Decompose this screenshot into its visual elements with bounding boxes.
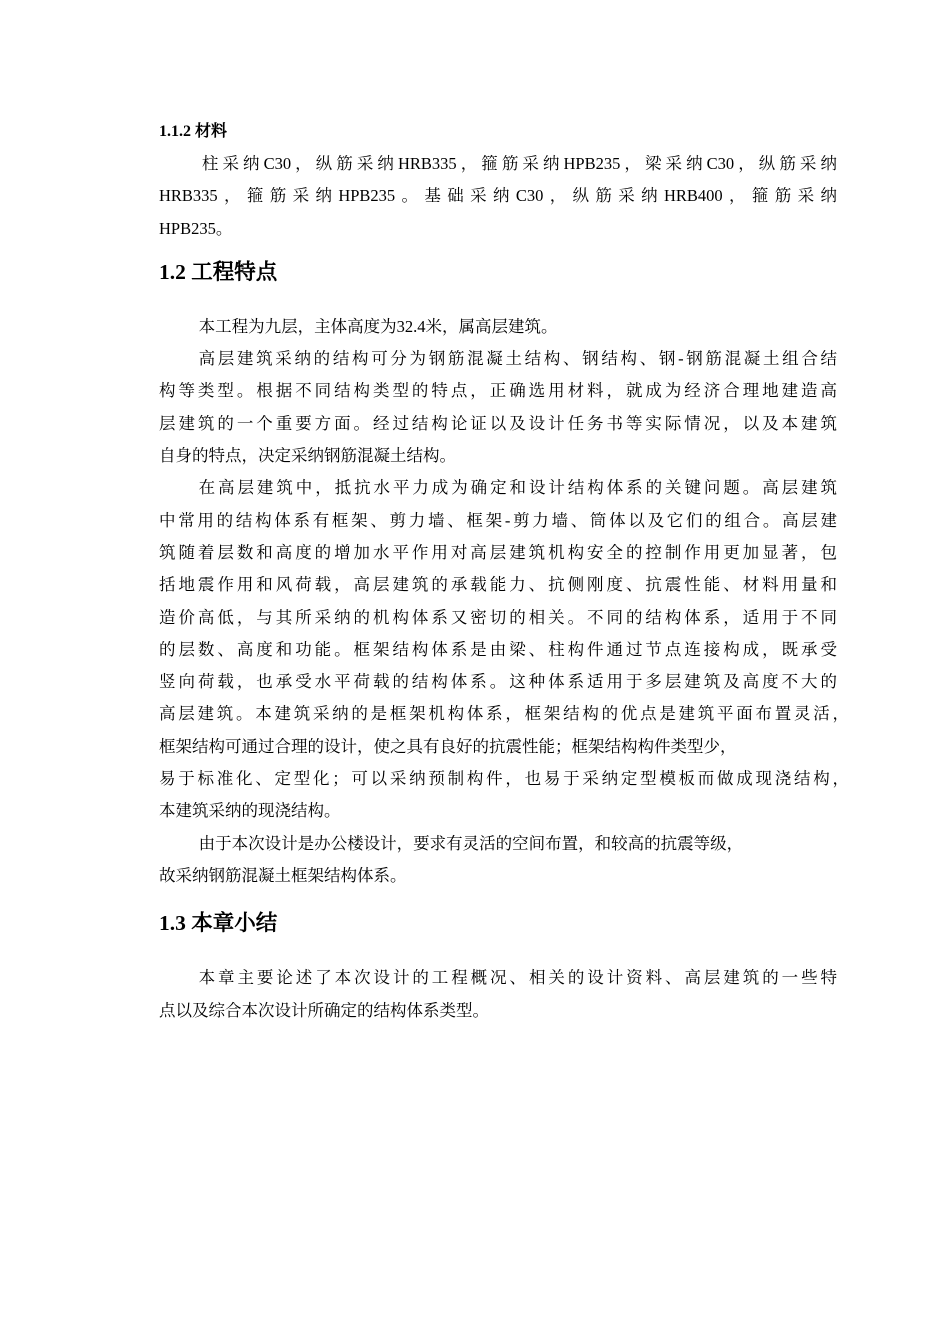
paragraph-line: 在高层建筑中，抵抗水平力成为确定和设计结构体系的关键问题。高层建筑 xyxy=(198,478,837,498)
section-1-2-body xyxy=(159,311,849,892)
paragraph-line: 本建筑采纳的现浇结构。 xyxy=(159,801,341,821)
paragraph-line: 中常用的结构体系有框架、剪力墙、框架-剪力墙、筒体以及它们的组合。高层建 xyxy=(159,510,837,530)
paragraph-1-3 xyxy=(159,962,837,1027)
paragraph-line: 故采纳钢筋混凝土框架结构体系。 xyxy=(159,865,407,885)
paragraph-line: 本章主要论述了本次设计的工程概况、相关的设计资料、高层建筑的一些特 xyxy=(198,968,837,988)
paragraph-line: 造价高低，与其所采纳的机构体系又密切的相关。不同的结构体系，适用于不同 xyxy=(159,607,837,627)
paragraph-line: 易于标准化、定型化；可以采纳预制构件，也易于采纳定型模板而做成现浇结构， xyxy=(159,769,849,789)
paragraph-1-2-1 xyxy=(159,311,837,343)
paragraph-line: 本工程为九层，主体高度为32.4米，属高层建筑。 xyxy=(198,316,558,336)
paragraph-line: 自身的特点，决定采纳钢筋混凝土结构。 xyxy=(159,446,456,466)
paragraph-line: 括地震作用和风荷载，高层建筑的承载能力、抗侧刚度、抗震性能、材料用量和 xyxy=(159,575,837,595)
paragraph-line: 高层建筑采纳的结构可分为钢筋混凝土结构、钢结构、钢-钢筋混凝土组合结 xyxy=(198,349,837,369)
section-heading-1-2: 1.2 工程特点 xyxy=(159,259,278,284)
paragraph-line: 层建筑的一个重要方面。经过结构论证以及设计任务书等实际情况，以及本建筑 xyxy=(159,413,837,433)
document-page xyxy=(159,118,849,1027)
materials-line-1: 柱采纳C30，纵筋采纳HRB335，箍筋采纳HPB235，梁采纳C30，纵筋采纳 xyxy=(201,154,837,173)
paragraph-line: 的层数、高度和功能。框架结构体系是由梁、柱构件通过节点连接构成，既承受 xyxy=(159,639,837,659)
materials-line-3: HPB235。 xyxy=(159,218,233,238)
paragraph-line: 高层建筑。本建筑采纳的是框架机构体系，框架结构的优点是建筑平面布置灵活， xyxy=(159,704,849,724)
section-heading-1-3: 1.3 本章小结 xyxy=(159,911,278,936)
paragraph-line: 竖向荷载，也承受水平荷载的结构体系。这种体系适用于多层建筑及高度不大的 xyxy=(159,672,837,692)
paragraph-line: 点以及综合本次设计所确定的结构体系类型。 xyxy=(159,1000,489,1020)
paragraph-line: 构等类型。根据不同结构类型的特点，正确选用材料，就成为经济合理地建造高 xyxy=(159,381,837,401)
materials-line-2: HRB335，箍筋采纳HPB235。基础采纳C30，纵筋采纳HRB400，箍筋采纳 xyxy=(159,186,837,206)
paragraph-line: 框架结构可通过合理的设计，使之具有良好的抗震性能；框架结构构件类型少， xyxy=(159,736,737,756)
paragraph-line: 筑随着层数和高度的增加水平作用对高层建筑机构安全的控制作用更加显著，包 xyxy=(159,542,837,562)
paragraph-1-2-3 xyxy=(159,472,849,827)
paragraph-line: 由于本次设计是办公楼设计，要求有灵活的空间布置，和较高的抗震等级， xyxy=(198,833,744,853)
subsection-heading-1-1-2: 1.1.2 材料 xyxy=(159,123,228,140)
paragraph-1-2-4 xyxy=(159,828,837,893)
materials-paragraph xyxy=(159,148,837,245)
paragraph-1-2-2 xyxy=(159,343,837,472)
